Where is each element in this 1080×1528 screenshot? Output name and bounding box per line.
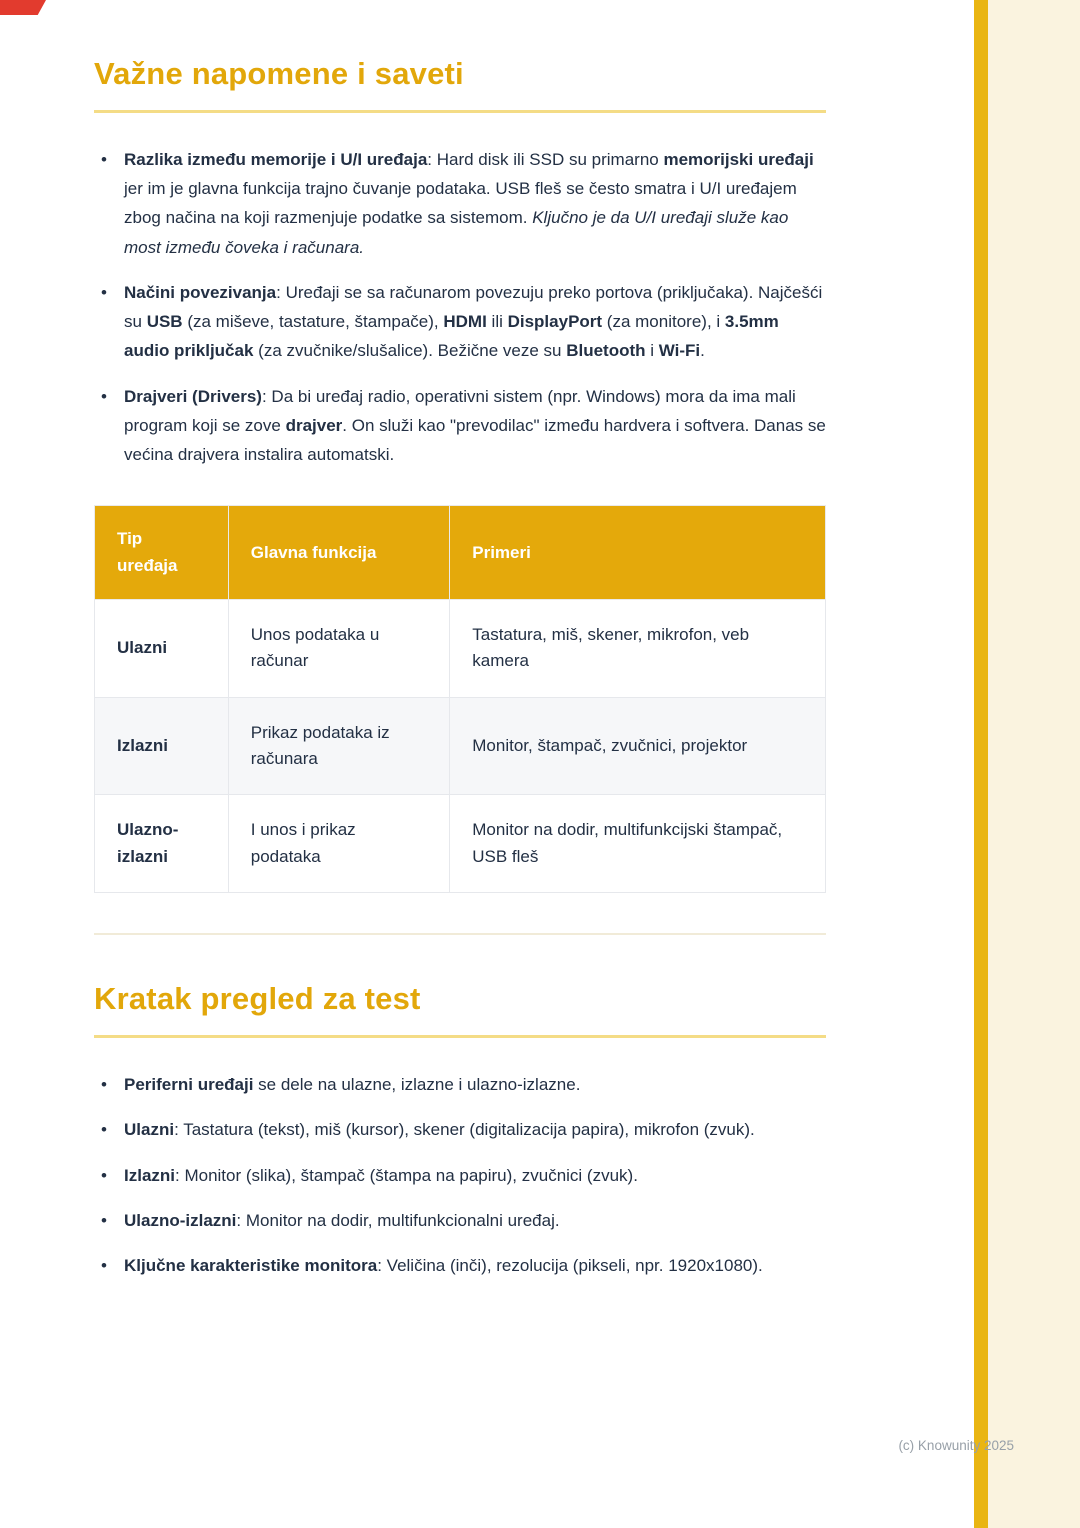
table-header-cell: Primeri: [450, 506, 826, 600]
examples-cell: Monitor na dodir, multifunkcijski štampač, USB fleš: [450, 795, 826, 893]
text-segment: USB: [146, 312, 183, 332]
text-segment: drajver: [285, 415, 343, 435]
summary-bullet-list: [94, 1070, 826, 1280]
text-segment: Načini povezivanja: [124, 282, 277, 302]
text-segment: 3.5mm audio priključak: [124, 312, 779, 361]
text-segment: : Hard disk ili SSD su primarno: [427, 150, 664, 169]
text-segment: Drajveri (Drivers): [124, 386, 262, 406]
section-title-summary: Kratak pregled za test: [94, 981, 826, 1038]
table-header-cell: Tip uređaja: [95, 506, 229, 600]
device-type-cell: Ulazno-izlazni: [95, 795, 229, 893]
text-segment: Razlika između memorije i U/I uređaja: [124, 150, 428, 169]
table-body: [95, 600, 826, 893]
device-types-table: [94, 505, 826, 893]
list-item: [94, 278, 826, 366]
document-page: [94, 56, 826, 1296]
text-segment: Izlazni: [124, 1165, 176, 1185]
list-item: [94, 1251, 826, 1280]
text-segment: (za monitore), i: [602, 312, 725, 332]
list-item: [94, 1161, 826, 1190]
device-type-cell: Ulazni: [95, 600, 229, 698]
list-item: [94, 1115, 826, 1144]
table-header-cell: Glavna funkcija: [228, 506, 449, 600]
list-item: [94, 145, 826, 262]
text-segment: memorijski uređaji: [663, 150, 814, 169]
list-item: [94, 382, 826, 470]
table-header-row: [95, 506, 826, 600]
device-type-cell: Izlazni: [95, 697, 229, 795]
table-row: [95, 600, 826, 698]
corner-accent: [0, 0, 46, 15]
section-title-notes: Važne napomene i saveti: [94, 56, 826, 113]
function-cell: Prikaz podataka iz računara: [228, 697, 449, 795]
text-segment: : Monitor na dodir, multifunkcionalni uređaj.: [236, 1210, 560, 1230]
table-row: [95, 795, 826, 893]
examples-cell: Tastatura, miš, skener, mikrofon, veb kamera: [450, 600, 826, 698]
section-divider: [94, 933, 826, 935]
text-segment: .: [700, 341, 705, 361]
text-segment: . On služi kao "prevodilac" između hardvera i softvera. Danas se većina drajvera instalira automatski.: [124, 415, 826, 465]
notes-bullet-list: [94, 145, 826, 469]
gold-side-bar: [974, 0, 988, 1528]
text-segment: Ključne karakteristike monitora: [124, 1256, 378, 1276]
function-cell: Unos podataka u računar: [228, 600, 449, 698]
text-segment: i: [645, 341, 659, 361]
examples-cell: Monitor, štampač, zvučnici, projektor: [450, 697, 826, 795]
text-segment: Ulazni: [124, 1120, 175, 1140]
text-segment: : Tastatura (tekst), miš (kursor), skener (digitalizacija papira), mikrofon (zvuk).: [174, 1120, 755, 1140]
text-segment: se dele na ulazne, izlazne i ulazno-izlazne.: [253, 1075, 581, 1095]
list-item: [94, 1206, 826, 1235]
page-edge-rail: [988, 0, 1080, 1528]
function-cell: I unos i prikaz podataka: [228, 795, 449, 893]
text-segment: Ključno je da U/I uređaji služe kao most između čoveka i računara.: [124, 208, 789, 257]
text-segment: jer im je glavna funkcija trajno čuvanje podataka. USB fleš se često smatra i U/I uređajem zbog načina na koji razmenjuje podatke sa sistemom.: [124, 179, 797, 228]
text-segment: HDMI: [443, 312, 487, 332]
text-segment: (za zvučnike/slušalice). Bežične veze su: [253, 341, 567, 361]
copyright-text: (c) Knowunity 2025: [898, 1438, 1014, 1453]
text-segment: (za miševe, tastature, štampače),: [182, 312, 444, 332]
text-segment: : Uređaji se sa računarom povezuju preko portova (priključaka). Najčešći su: [124, 282, 823, 332]
text-segment: DisplayPort: [507, 312, 603, 332]
table-row: [95, 697, 826, 795]
text-segment: Periferni uređaji: [124, 1075, 254, 1095]
text-segment: : Veličina (inči), rezolucija (pikseli, npr. 1920x1080).: [377, 1256, 763, 1276]
text-segment: Bluetooth: [566, 341, 646, 361]
list-item: [94, 1070, 826, 1099]
text-segment: : Monitor (slika), štampač (štampa na papiru), zvučnici (zvuk).: [175, 1165, 638, 1185]
text-segment: ili: [486, 312, 508, 332]
text-segment: : Da bi uređaj radio, operativni sistem (npr. Windows) mora da ima mali program koji se zove: [124, 386, 796, 435]
text-segment: Wi-Fi: [658, 341, 701, 361]
text-segment: Ulazno-izlazni: [124, 1210, 237, 1230]
